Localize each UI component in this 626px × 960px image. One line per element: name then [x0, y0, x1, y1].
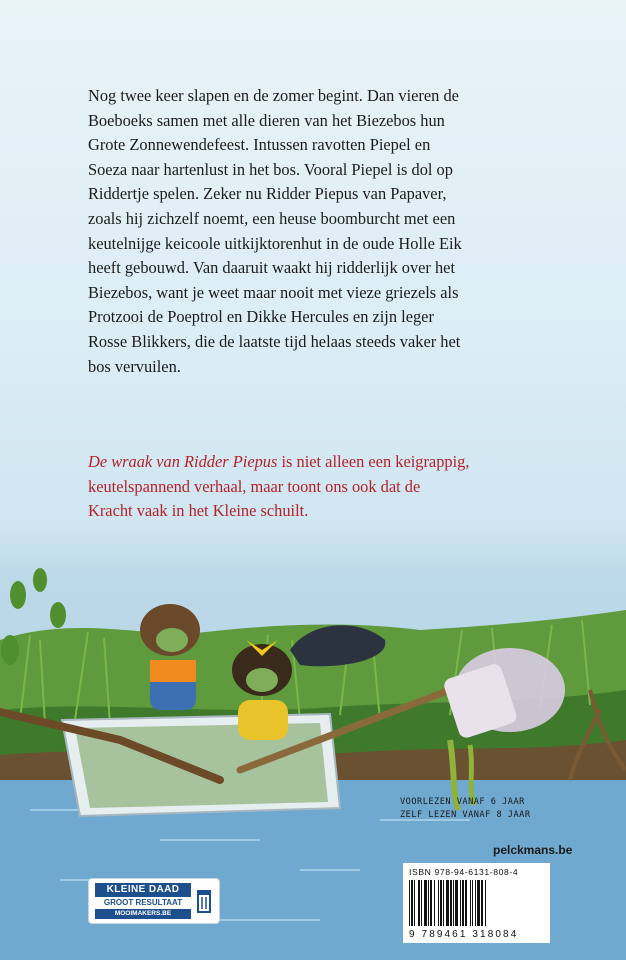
barcode-bar: [455, 880, 458, 926]
blurb-line: Riddertje spelen. Zeker nu Ridder Piepus van Papaver,: [88, 184, 447, 204]
tagline-text: [88, 450, 548, 524]
barcode-bar: [446, 880, 449, 926]
barcode-bar: [430, 880, 432, 926]
tagline-line: keutelspannend verhaal, maar toont ons ook dat de: [88, 476, 421, 496]
barcode-bar: [409, 880, 410, 926]
barcode-bar: [450, 880, 452, 926]
trash-bin-icon: [195, 887, 213, 915]
barcode-bar: [421, 880, 422, 926]
book-title: De wraak van Ridder Piepus: [88, 452, 278, 471]
barcode-bar: [470, 880, 471, 926]
publisher-url: pelckmans.be: [493, 843, 573, 857]
barcode-bar: [481, 880, 483, 926]
barcode-bar: [424, 880, 427, 926]
barcode-bar: [411, 880, 413, 926]
barcode-bar: [438, 880, 439, 926]
barcode-bar: [443, 880, 444, 926]
tagline-line: is niet alleen een keigrappig,: [277, 452, 470, 471]
blurb-line: Rosse Blikkers, die de laatste tijd helaas steeds vaker het: [88, 331, 461, 351]
blurb-line: keutelnijge keicoole uitkijktorenhut in de oude Holle Eik: [88, 233, 462, 253]
blurb-line: zoals hij zichzelf noemt, een heuse boomburcht met een: [88, 208, 456, 228]
isbn-barcode-block: [403, 863, 550, 943]
barcode-bar: [460, 880, 461, 926]
blurb-text: [88, 84, 548, 379]
blurb-line: Protzooi de Poeptrol en Dikke Hercules en zijn leger: [88, 307, 434, 327]
barcode-bar: [453, 880, 454, 926]
badge-line-1: KLEINE DAAD: [95, 883, 191, 897]
age-self-read: ZELF LEZEN VANAF 8 JAAR: [400, 810, 531, 820]
kleine-daad-badge: [88, 878, 220, 924]
tagline-line: Kracht vaak in het Kleine schuilt.: [88, 501, 309, 521]
barcode-bar: [418, 880, 420, 926]
blurb-line: heeft gebouwd. Van daaruit waakt hij ridderlijk over het: [88, 258, 456, 278]
barcode-bar: [434, 880, 435, 926]
badge-line-3: MOOIMAKERS.BE: [95, 909, 191, 919]
blurb-line: Boeboeks samen met alle dieren van het Biezebos hun: [88, 110, 445, 130]
barcode-bar: [472, 880, 473, 926]
badge-line-2: GROOT RESULTAAT: [103, 898, 183, 907]
age-indication: [400, 796, 531, 822]
barcode: [407, 880, 546, 928]
barcode-bar: [485, 880, 486, 926]
barcode-digits: 9 789461 318084: [409, 929, 519, 940]
blurb-line: Biezebos, want je weet maar nooit met vieze griezels als: [88, 282, 459, 302]
isbn-label: ISBN 978-94-6131-808-4: [409, 867, 519, 877]
barcode-bar: [462, 880, 464, 926]
blurb-line: Soeza naar hartenlust in het bos. Vooral Piepel is dol op: [88, 159, 453, 179]
blurb-line: Grote Zonnewendefeest. Intussen ravotten Piepel en: [88, 135, 431, 155]
barcode-bar: [428, 880, 429, 926]
age-read-aloud: VOORLEZEN VANAF 6 JAAR: [400, 797, 525, 807]
blurb-line: bos vervuilen.: [88, 356, 181, 376]
barcode-bar: [475, 880, 476, 926]
barcode-bar: [440, 880, 442, 926]
barcode-bar: [465, 880, 467, 926]
barcode-bar: [477, 880, 480, 926]
blurb-line: Nog twee keer slapen en de zomer begint. Dan vieren de: [88, 86, 459, 105]
barcode-bar: [414, 880, 415, 926]
